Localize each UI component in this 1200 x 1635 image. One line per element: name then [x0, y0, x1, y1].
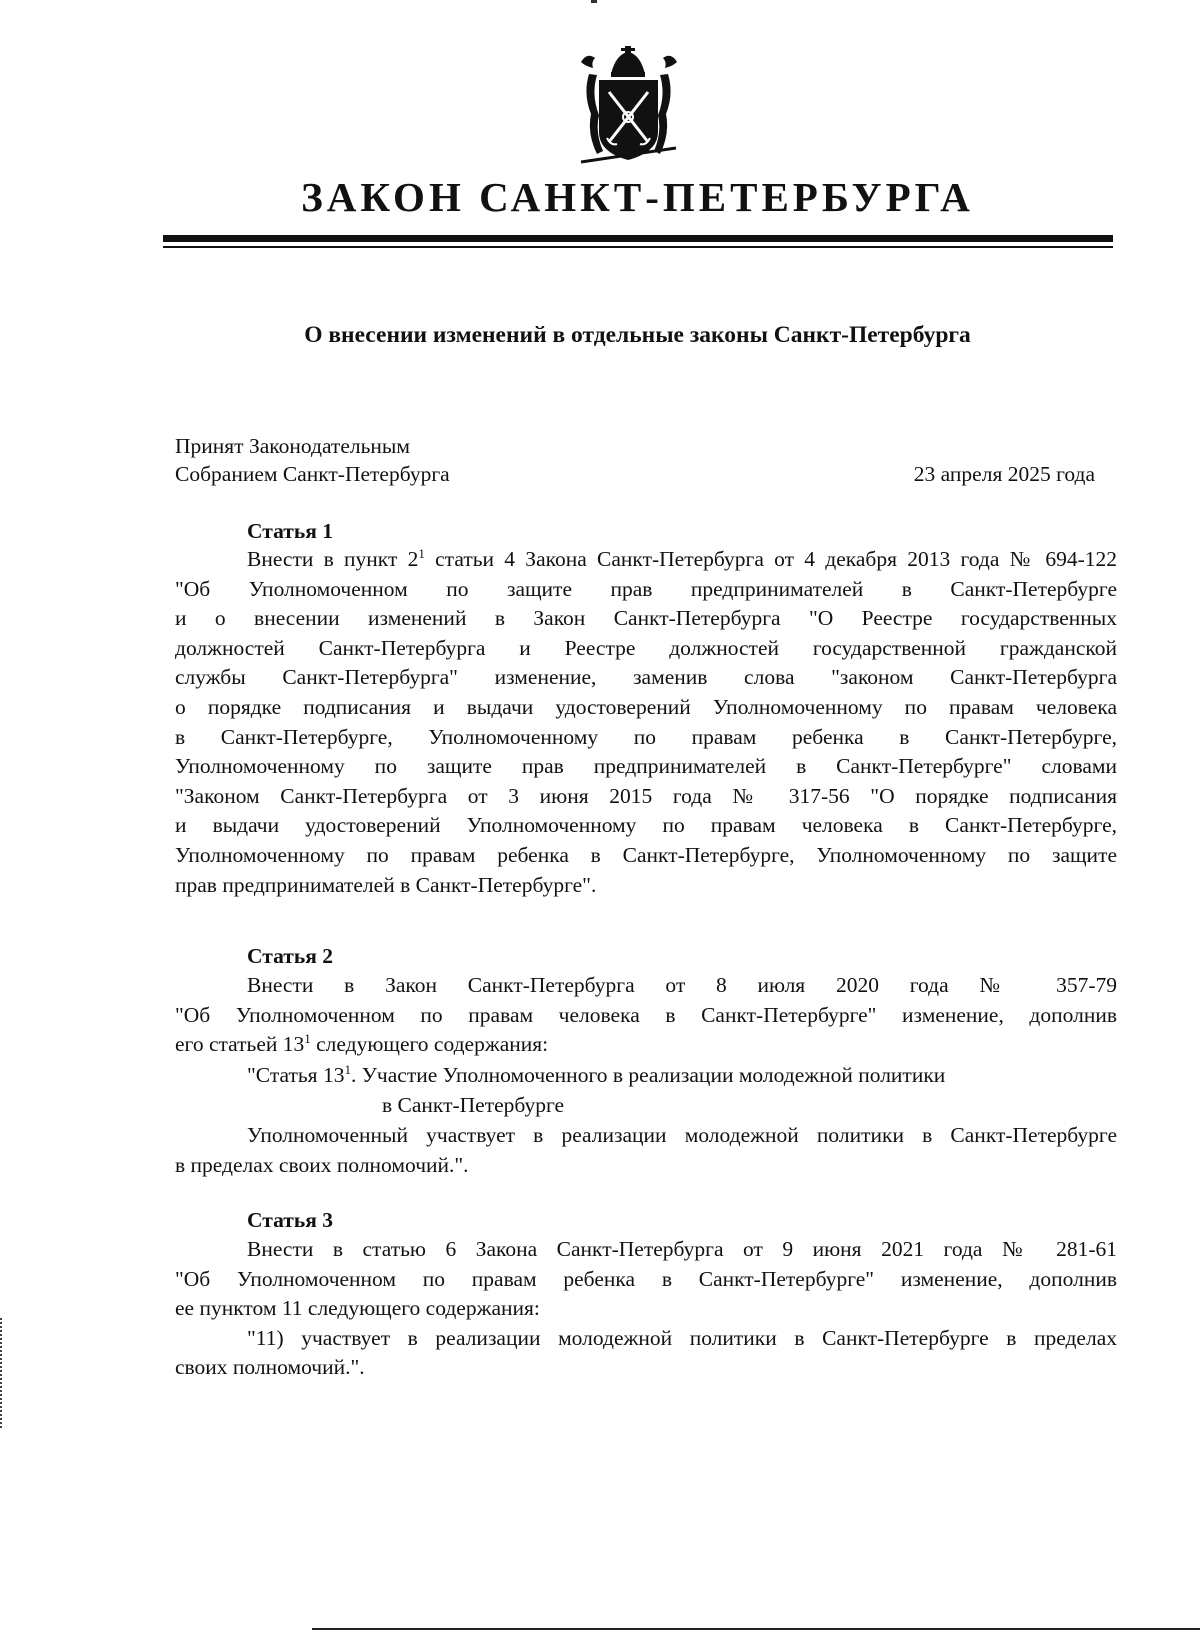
article-1-line: "Законом Санкт-Петербурга от 3 июня 2015 года № 317-56 "О порядке подписания	[175, 783, 1117, 808]
scan-mark	[591, 0, 597, 3]
quoted-body-line: Уполномоченный участвует в реализации молодежной политики в Санкт-Петербурге	[247, 1123, 1117, 1147]
article-3-line: своих полномочий.".	[175, 1355, 365, 1380]
article-2-heading: Статья 2	[247, 944, 333, 968]
article-3-line: "11) участвует в реализации молодежной политики в Санкт-Петербурге в пределах	[247, 1325, 1117, 1350]
document-type: ЗАКОН САНКТ-ПЕТЕРБУРГА	[301, 174, 974, 220]
adoption-line-2: Собранием Санкт-Петербурга	[175, 462, 450, 486]
coat-of-arms-icon	[571, 44, 686, 168]
quoted-article-title: "Статья $13^1$. Участие Уполномоченного в реализации молодежной политики в Санкт-Петербурге	[247, 1061, 945, 1120]
article-1-line: службы Санкт-Петербурга" изменение, заменив слова "законом Санкт-Петербурга	[175, 665, 1117, 690]
article-3-line: Внести в статью 6 Закона Санкт-Петербурга от 9 июня 2021 года № 281-61	[247, 1237, 1117, 1261]
article-1-line: Уполномоченному по защите прав предпринимателей в Санкт-Петербурге" словами	[175, 754, 1117, 779]
article-1-line: Внести в пункт $2^1$ статьи 4 Закона Санкт-Петербурга от 4 декабря 2013 года № 694-122	[247, 546, 1117, 571]
article-3-heading: Статья 3	[247, 1208, 333, 1232]
article-1-line: о порядке подписания и выдачи удостоверений Уполномоченному по правам человека	[175, 694, 1117, 719]
scan-bottom-edge	[312, 1628, 1200, 1630]
quoted-article-title-line-2: в Санкт-Петербурге	[382, 1092, 565, 1117]
article-1-body	[175, 545, 1117, 900]
article-3-line: ее пунктом 11 следующего содержания:	[175, 1296, 540, 1321]
header-rule-thin	[163, 246, 1113, 248]
adoption-line-1: Принят Законодательным	[175, 434, 410, 458]
adoption-authority	[175, 432, 675, 488]
article-1-line: должностей Санкт-Петербурга и Реестре должностей государственной гражданской	[175, 635, 1117, 660]
article-1-line: в Санкт-Петербурге, Уполномоченному по правам ребенка в Санкт-Петербурге,	[175, 724, 1117, 749]
scan-margin-marks	[0, 1318, 5, 1428]
article-1-line: и выдачи удостоверений Уполномоченному по правам человека в Санкт-Петербурге,	[175, 813, 1117, 838]
adoption-date: 23 апреля 2025 года	[913, 462, 1095, 486]
article-2-line: "Об Уполномоченном по правам человека в Санкт-Петербурге" изменение, дополнив	[175, 1002, 1117, 1027]
quoted-article-body	[175, 1121, 1117, 1180]
article-1-line: Уполномоченному по правам ребенка в Санкт-Петербурге, Уполномоченному по защите	[175, 842, 1117, 867]
header-rule-thick	[163, 235, 1113, 242]
article-1-heading: Статья 1	[247, 519, 333, 543]
article-1-line: и о внесении изменений в Закон Санкт-Петербурга "О Реестре государственных	[175, 606, 1117, 631]
article-2-line: Внести в Закон Санкт-Петербурга от 8 июля 2020 года № 357-79	[247, 973, 1117, 997]
law-title: О внесении изменений в отдельные законы Санкт-Петербурга	[304, 322, 971, 348]
quoted-body-line: в пределах своих полномочий.".	[175, 1152, 469, 1177]
article-3-line: "Об Уполномоченном по правам ребенка в Санкт-Петербурге" изменение, дополнив	[175, 1266, 1117, 1291]
article-1-line: прав предпринимателей в Санкт-Петербурге".	[175, 872, 597, 897]
article-1-line: "Об Уполномоченном по защите прав предпринимателей в Санкт-Петербурге	[175, 576, 1117, 601]
article-2-line: его статьей $13^1$ следующего содержания:	[175, 1031, 549, 1057]
article-2-body	[175, 971, 1117, 1060]
article-3-body	[175, 1235, 1117, 1383]
